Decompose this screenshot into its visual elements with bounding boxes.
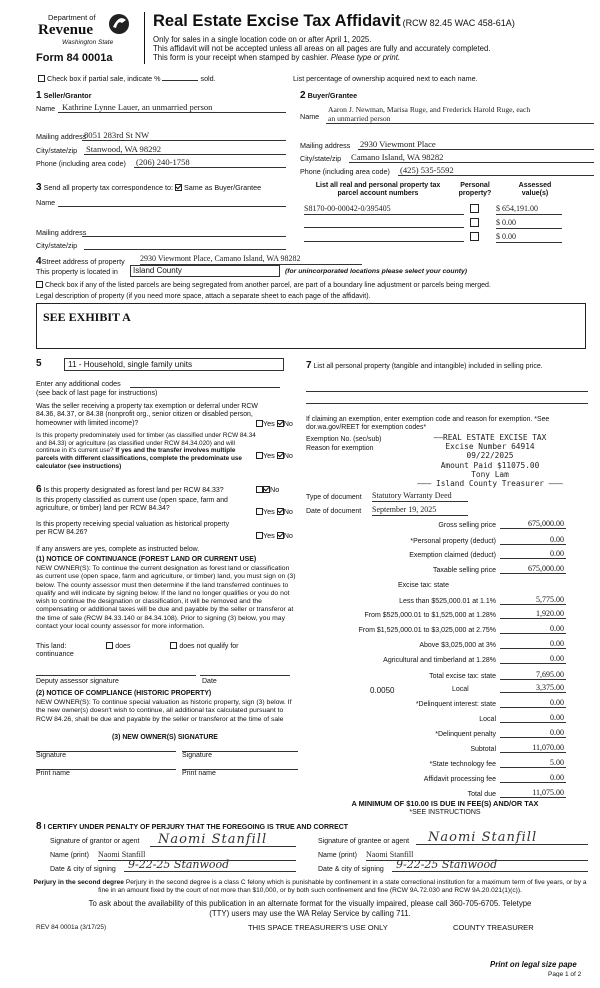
parcel-account-2[interactable] (304, 218, 464, 228)
local-label: Local (452, 686, 469, 693)
seller-name-label: Name (36, 104, 56, 113)
timber-q-bold: If yes and the transfer involves multiple parcels with different classifications, complete the predominate use calculator (see instructions) (36, 447, 242, 470)
owner-print-line-1[interactable] (36, 760, 176, 770)
exemption-instructions: If claiming an exemption, enter exemption code and reason for exemption. *See dor.wa.gov/REET for exemption codes* (306, 416, 550, 432)
sig-label-2: Signature (182, 752, 212, 759)
ownership-note: List percentage of ownership acquired next to each name. (293, 74, 478, 83)
page-number: Page 1 of 2 (548, 971, 582, 977)
exemption-yes-checkbox[interactable] (256, 420, 263, 427)
no-label: No (283, 451, 293, 460)
doc-date-field[interactable]: September 19, 2025 (372, 505, 468, 516)
tier2-label: From $525,000.01 to $1,525,000 at 1.28% (364, 612, 496, 619)
title-text: Real Estate Excise Tax Affidavit (153, 12, 401, 30)
stamp-line-1-text: REAL ESTATE EXCISE TAX (443, 433, 547, 442)
personal-property-checkbox-1[interactable] (470, 204, 479, 213)
forest-no-checkbox[interactable] (263, 486, 270, 493)
form-title (153, 12, 515, 32)
affidavit-fee-value[interactable]: 0.00 (500, 773, 566, 783)
tech-fee-value[interactable]: 5.00 (500, 758, 566, 768)
yes-label: Yes (263, 451, 275, 460)
stamp-line-4: Amount Paid $11075.00 (440, 460, 540, 470)
stamp-line-2: Excise Number 64914 (445, 442, 535, 452)
grantor-signature[interactable]: Naomi Stanfill (150, 833, 296, 847)
buyer-name-line2: an unmarried person (328, 113, 391, 123)
notice-continuance-text: NEW OWNER(S): To continue the current designation as forest land or classification as current use (open space, farm and agriculture, or timber) land, you must sign on (3) below. The county assessor must then determine if the land transferred continues to qualify and will indicate by signing below. If the land no longer qualifies or you do not wish to continue the designation or classification, it will be removed and the compensating or additional taxes will be due and payable by the seller or transferor at the time of sale (RCW 84.33.140 or 84.34.108). Prior to signing (3) below, you may contact your local county assessor for more information. (36, 565, 296, 630)
notice-compliance-title: (2) NOTICE OF COMPLIANCE (HISTORIC PROPERTY) (36, 690, 212, 697)
yes-label: Yes (263, 531, 275, 540)
buyer-name-field[interactable] (326, 106, 594, 124)
current-use-no-checkbox[interactable] (277, 508, 284, 515)
exemption-yes-no (256, 420, 293, 429)
total-state-label: Total excise tax: state (429, 673, 496, 680)
current-use-yes-no (256, 508, 293, 517)
wa-text: Washington State (62, 39, 114, 46)
subtitle-1: Only for sales in a single location code on or after April 1, 2025. (153, 35, 372, 44)
grantor-date-label: Date & city of signing (50, 866, 116, 873)
section-5-num: 5 (36, 358, 42, 369)
title-cite: (RCW 82.45 WAC 458-61A) (402, 18, 515, 28)
personal-property-line-2[interactable] (306, 396, 588, 404)
see-exhibit-text: SEE EXHIBIT A (43, 310, 131, 324)
s7-label: List all personal property (tangible and intangible) included in selling price. (313, 363, 543, 370)
s3-name-field[interactable] (58, 198, 286, 207)
buyer-name-label: Name (300, 112, 320, 121)
stamp-line-3: 09/22/2025 (466, 451, 514, 461)
grantee-date-field[interactable]: 9-22-25 Stanwood (392, 859, 588, 872)
seller-mail-field[interactable]: 8051 283rd St NW (82, 130, 286, 141)
does-checkbox[interactable] (106, 642, 113, 649)
alt-format-1: To ask about the availability of this publication in an alternate format for the visually impaired, please call 360-705-6705. Teletype (88, 899, 532, 908)
buyer-city-label: City/state/zip (300, 154, 342, 163)
no-label: No (283, 507, 293, 516)
alt-format-2: (TTY) users may use the WA Relay Service by calling 711. (209, 909, 411, 918)
land-use-select[interactable]: 11 - Household, single family units (64, 358, 284, 371)
legal-description-box[interactable] (36, 303, 586, 349)
timber-q-text: Is this property predominately used for timber (as classified under RCW 84.34 and 84.33) or agriculture (as classified under RCW 84.34.020) and will continue in it's current use? (36, 432, 256, 455)
grantor-name-label: Name (print) (50, 852, 89, 859)
street-label: Street address of property (41, 257, 125, 266)
seller-mail-label: Mailing address (36, 132, 87, 141)
sub3-italic: Please type or print. (330, 53, 401, 62)
same-as-buyer-label: Same as Buyer/Grantee (184, 183, 262, 192)
does-label: does (115, 643, 131, 650)
ag-label: Agricultural and timberland at 1.28% (383, 657, 496, 664)
tech-fee-label: *State technology fee (429, 761, 496, 768)
form-number: Form 84 0001a (36, 52, 113, 64)
deputy-sig-label: Deputy assessor signature (36, 678, 119, 685)
s3-city-field[interactable] (84, 241, 286, 250)
owner-print-line-2[interactable] (182, 760, 298, 770)
personal-property-checkbox-2[interactable] (470, 218, 479, 227)
deputy-signature-line[interactable] (36, 668, 196, 676)
s3-mail-label: Mailing address (36, 228, 87, 237)
exemption-claimed-label: Exemption claimed (deduct) (409, 552, 496, 559)
parcels-header-personal: Personal property? (458, 182, 492, 198)
tier4-value[interactable]: 0.00 (500, 639, 566, 649)
section-7-text (306, 360, 588, 372)
timber-yes-no (256, 452, 293, 461)
owner-sig-line-1[interactable] (36, 742, 176, 752)
gross-label: Gross selling price (438, 522, 496, 529)
sold-label: sold. (200, 74, 216, 83)
parcel-account-1[interactable]: S8170-00-00042-0/395405 (304, 204, 464, 215)
stamp-line-6-text: Island County Treasurer (436, 478, 544, 488)
parcel-account-3[interactable] (304, 232, 464, 242)
s3-mail-field[interactable] (82, 228, 286, 237)
subtitle-3 (153, 53, 400, 62)
grantee-signature[interactable]: Naomi Stanfill (416, 831, 588, 845)
section-1-heading (36, 90, 92, 102)
codes-field[interactable] (130, 380, 280, 388)
s7-num: 7 (306, 360, 312, 371)
county-label: This property is located in (36, 267, 118, 276)
property-street-field[interactable]: 2930 Viewmont Place, Camano Island, WA 98282 (140, 254, 362, 265)
see-instructions-note: *SEE INSTRUCTIONS (409, 809, 481, 816)
grantee-date-label: Date & city of signing (318, 866, 384, 873)
buyer-name-line1: Aaron J. Newman, Marisa Ruge, and Frederick Harold Ruge, each (328, 105, 531, 114)
same-as-buyer-checkbox[interactable] (175, 184, 182, 191)
county-select[interactable]: Island County (130, 265, 280, 277)
tier3-value[interactable]: 0.00 (500, 624, 566, 634)
forest-question (36, 484, 224, 496)
deputy-date-line[interactable] (200, 668, 290, 676)
buyer-mail-label: Mailing address (300, 141, 351, 150)
taxable-value[interactable]: 675,000.00 (500, 564, 566, 574)
legal-size-note: Print on legal size pape (490, 960, 577, 969)
print-label-2: Print name (182, 770, 216, 777)
revenue-emblem-icon (108, 12, 130, 36)
seller-name-field[interactable]: Kathrine Lynne Lauer, an unmarried person (58, 102, 286, 113)
this-land-label: This land: (36, 643, 67, 650)
buyer-mail-field[interactable]: 2930 Viewmont Place (358, 139, 594, 150)
exemption-no-checkbox[interactable] (277, 420, 284, 427)
s2-title: Buyer/Grantee (307, 91, 358, 100)
affidavit-fee-label: Affidavit processing fee (423, 776, 496, 783)
county-note: (for unincorporated locations please select your county) (285, 268, 468, 275)
s1-num: 1 (36, 90, 42, 101)
yes-label: Yes (263, 419, 275, 428)
doc-date-label: Date of document (306, 508, 362, 515)
tier1-label: Less than $525,000.01 at 1.1% (399, 598, 496, 605)
tier2-value[interactable]: 1,920.00 (500, 609, 566, 619)
forest-yes-checkbox[interactable] (256, 486, 263, 493)
grantee-name-label: Name (print) (318, 852, 357, 859)
total-state-value[interactable]: 7,695.00 (500, 670, 566, 680)
revenue-logo (36, 12, 132, 56)
pp-value[interactable]: 0.00 (500, 535, 566, 545)
historic-yes-no (256, 532, 293, 541)
reason-label: Reason for exemption (306, 445, 374, 452)
total-due-value[interactable]: 11,075.00 (500, 788, 566, 798)
section-2-heading (300, 90, 357, 102)
yes-label: Yes (263, 507, 275, 516)
new-owner-sig-title: (3) NEW OWNER(S) SIGNATURE (112, 734, 218, 741)
seller-city-label: City/state/zip (36, 146, 78, 155)
segregation-checkbox[interactable] (36, 281, 43, 288)
s6-num: 6 (36, 484, 42, 495)
subtotal-label: Subtotal (470, 746, 496, 753)
s2-num: 2 (300, 90, 306, 101)
print-label-1: Print name (36, 770, 70, 777)
parcel-value-3[interactable]: $ 0.00 (496, 232, 562, 243)
sub3-text: This form is your receipt when stamped by cashier. (153, 53, 329, 62)
historic-no-checkbox[interactable] (277, 532, 284, 539)
ag-value[interactable]: 0.00 (500, 654, 566, 664)
doc-type-field[interactable]: Statutory Warranty Deed (372, 491, 468, 502)
timber-no-checkbox[interactable] (277, 452, 284, 459)
delinquent-local-value[interactable]: 0.00 (500, 713, 566, 723)
timber-yes-checkbox[interactable] (256, 452, 263, 459)
delinquent-interest-value[interactable]: 0.00 (500, 698, 566, 708)
continuance-label: continuance (36, 651, 74, 658)
no-label: No (283, 531, 293, 540)
delinquent-penalty-label: *Delinquent penalty (435, 731, 496, 738)
s3-text: Send all property tax correspondence to: (43, 183, 174, 192)
grantor-name-field[interactable]: Naomi Stanfill (98, 850, 296, 861)
deputy-date-label: Date (202, 678, 217, 685)
gross-value[interactable]: 675,000.00 (500, 519, 566, 529)
tier4-label: Above $3,025,000 at 3% (419, 642, 496, 649)
personal-property-checkbox-3[interactable] (470, 232, 479, 241)
grantor-sig-label: Signature of grantor or agent (50, 838, 140, 845)
s3-num: 3 (36, 182, 42, 193)
s3-city-label: City/state/zip (36, 241, 78, 250)
no-label: No (270, 485, 280, 494)
seller-phone-field[interactable]: (206) 240-1758 (134, 157, 286, 168)
current-use-question: Is this property classified as current use (open space, farm and agriculture, or timber) land per RCW 84.34? (36, 497, 228, 513)
exemption-claimed-value[interactable]: 0.00 (500, 549, 566, 559)
buyer-city-field[interactable]: Camano Island, WA 98282 (349, 152, 594, 163)
minimum-due-note: A MINIMUM OF $10.00 IS DUE IN FEE(S) AND/OR TAX (351, 799, 539, 808)
grantee-name-field[interactable]: Naomi Stanfill (366, 850, 588, 861)
codes-label: Enter any additional codes (36, 379, 121, 388)
if-any-text: If any answers are yes, complete as instructed below. (36, 546, 200, 553)
parcels-header-value: Assessed value(s) (518, 182, 552, 198)
parcels-header-accounts: List all real and personal property tax parcel account numbers (315, 182, 441, 198)
segregation-row (36, 281, 491, 290)
county-treasurer-label: COUNTY TREASURER (453, 923, 534, 932)
perjury-bold: Perjury in the second degree (33, 879, 124, 886)
legal-description-label: Legal description of property (if you need more space, attach a separate sheet to each page of the affidavit). (36, 293, 371, 300)
partial-sale-row (38, 75, 216, 84)
exemption-no-label: Exemption No. (sec/sub) (306, 436, 382, 443)
header-divider (144, 12, 145, 64)
forest-yes-no (256, 486, 279, 495)
notice-compliance-text: NEW OWNER(S): To continue special valuation as historic property, sign (3) below. If the new owner(s) doesn't wish to continue, all additional tax calculated pursuant to RCW 84.26, shall be due and payable by the seller or transferor at the time of sale (36, 699, 292, 723)
does-not-checkbox[interactable] (170, 642, 177, 649)
rev-number: REV 84 0001a (3/17/25) (36, 924, 107, 931)
delinquent-local-label: Local (479, 716, 496, 723)
codes-note: (see back of last page for instructions) (36, 388, 158, 397)
stamp-line-5: Tony Lam (471, 469, 509, 479)
total-due-label: Total due (467, 791, 496, 798)
segregation-label: Check box if any of the listed parcels are being segregated from another parcel, are part of a boundary line adjustment or parcels being merged. (44, 282, 491, 289)
cert-text: I CERTIFY UNDER PENALTY OF PERJURY THAT THE FOREGOING IS TRUE AND CORRECT (43, 824, 349, 831)
perjury-statement (30, 879, 590, 895)
seller-phone-label: Phone (including area code) (36, 159, 126, 168)
buyer-phone-field[interactable]: (425) 535-5592 (398, 165, 594, 176)
owner-sig-line-2[interactable] (182, 742, 298, 752)
s8-num: 8 (36, 821, 42, 832)
historic-question: Is this property receiving special valuation as historical property per RCW 84.26? (36, 521, 230, 537)
s4-num: 4 (36, 256, 42, 267)
treasurer-use-only: THIS SPACE TREASURER'S USE ONLY (248, 923, 388, 932)
dept-text: Department of (48, 13, 96, 22)
taxable-label: Taxable selling price (432, 567, 496, 574)
personal-property-line-1[interactable] (306, 384, 588, 392)
grantee-sig-label: Signature of grantee or agent (318, 838, 410, 845)
excise-state-label: Excise tax: state (398, 582, 449, 589)
does-not-label: does not qualify for (179, 643, 239, 650)
tier3-label: From $1,525,000.01 to $3,025,000 at 2.75% (358, 627, 496, 634)
stamp-line-1: ——REAL ESTATE EXCISE TAX (433, 433, 547, 442)
perjury-text: Perjury in the second degree is a class C felony which is punishable by confinement in a state correctional institution for a maximum term of five years, or by a fine in an amount fixed by the court of not more than $10,000, or by both such confinement and fine (RCW 9A.72.030 and RCW 9A.20.021(1)(c)). (98, 879, 587, 894)
treasurer-stamp (398, 433, 582, 488)
section-3-heading (36, 182, 261, 194)
parcel-value-2[interactable]: $ 0.00 (496, 218, 562, 229)
subtitle-2: This affidavit will not be accepted unless all areas on all pages are fully and accurately completed. (153, 44, 491, 53)
pp-label: *Personal property (deduct) (410, 538, 496, 545)
buyer-phone-label: Phone (including area code) (300, 167, 390, 176)
stamp-line-6: ——— Island County Treasurer ——— (417, 478, 563, 488)
historic-yes-checkbox[interactable] (256, 532, 263, 539)
s3-name-label: Name (36, 198, 56, 207)
local-value[interactable]: 3,375.00 (500, 683, 566, 693)
partial-label: Check box if partial sale, indicate % (47, 74, 161, 83)
doc-type-label: Type of document (306, 494, 362, 501)
seller-city-field[interactable]: Stanwood, WA 98292 (84, 144, 286, 155)
current-use-yes-checkbox[interactable] (256, 508, 263, 515)
this-land-row (36, 642, 239, 651)
partial-percent-field[interactable] (162, 80, 198, 81)
s1-title: Seller/Grantor (43, 91, 92, 100)
subtotal-value[interactable]: 11,070.00 (500, 743, 566, 753)
delinquent-interest-label: *Delinquent interest: state (415, 701, 496, 708)
forest-q: Is this property designated as forest land per RCW 84.33? (43, 487, 224, 494)
notice-continuance-title: (1) NOTICE OF CONTINUANCE (FOREST LAND OR CURRENT USE) (36, 556, 257, 563)
delinquent-penalty-value[interactable]: 0.00 (500, 728, 566, 738)
sig-label-1: Signature (36, 752, 66, 759)
parcel-value-1[interactable]: $ 654,191.00 (496, 204, 562, 215)
timber-question (36, 432, 256, 470)
tier1-value[interactable]: 5,775.00 (500, 595, 566, 605)
revenue-text: Revenue (38, 22, 93, 38)
exemption-question: Was the seller receiving a property tax exemption or deferral under RCW 84.36, 84.37, or 84.38 (nonprofit org., senior citizen or disabled person, homeowner with limited income)? (36, 403, 258, 427)
no-label: No (283, 419, 293, 428)
partial-sale-checkbox[interactable] (38, 75, 45, 82)
local-rate: 0.0050 (370, 686, 395, 695)
grantor-date-field[interactable]: 9-22-25 Stanwood (124, 859, 296, 872)
